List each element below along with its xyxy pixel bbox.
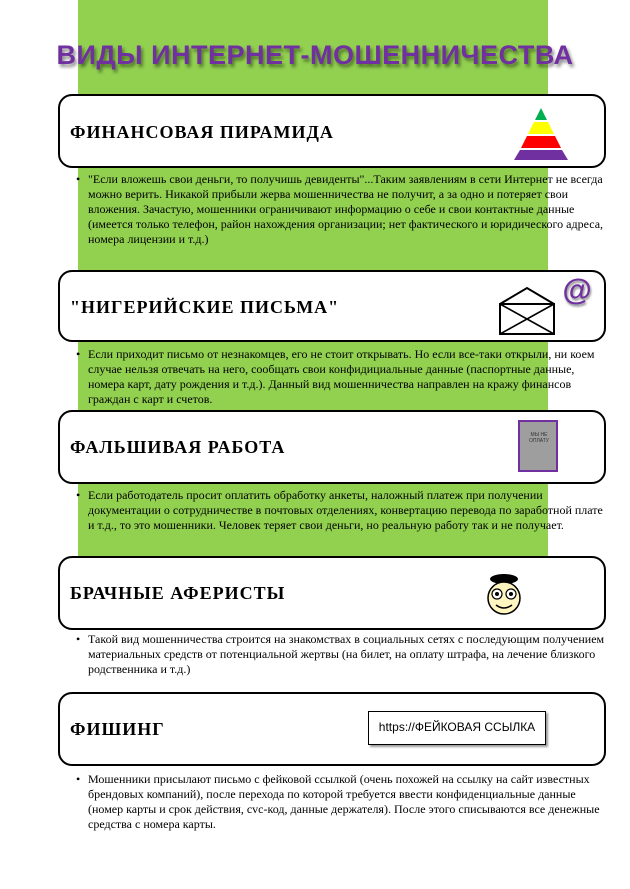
section-description (76, 347, 606, 407)
section-heading: "НИГЕРИЙСКИЕ ПИСЬМА" (70, 297, 340, 317)
section-description (76, 632, 606, 677)
bullet: • (76, 772, 81, 786)
section-heading: БРАЧНЫЕ АФЕРИСТЫ (70, 583, 286, 603)
section-description (76, 488, 606, 533)
section-marriage-scammers (58, 556, 606, 630)
section-fake-job (58, 410, 606, 484)
description-text: Если приходит письмо от незнакомцев, его не стоит открывать. Но если все-таки открыли, ни коем случае нельзя отвечать на него, сообщать свои конфидициальные данные (паспортные данные, номера карт, дату рождения и т.д.). Данный вид мошенничества направлен на кражу финансов граждан с карт и счетов. (88, 347, 595, 406)
bullet: • (76, 488, 81, 502)
at-sign-icon: @ (562, 274, 592, 307)
description-text: Такой вид мошенничества строится на знакомствах в социальных сетях с последующим получением материальных средств от потенциальной жертвы (на билет, на оплату штрафа, на лечение близкого родственника и т.д.) (88, 632, 605, 676)
section-financial-pyramid (58, 94, 606, 168)
bullet: • (76, 632, 81, 646)
section-description (76, 172, 606, 247)
section-heading: ФАЛЬШИВАЯ РАБОТА (70, 437, 286, 457)
bullet: • (76, 172, 81, 186)
pyramid-icon (508, 106, 574, 161)
bullet: • (76, 347, 81, 361)
section-heading: ФИШИНГ (70, 719, 165, 739)
section-description (76, 772, 606, 832)
description-text: Если работодатель просит оплатить обработку анкеты, наложный платеж при получении документации о сотрудничестве в почтовых отделениях, конвертацию перевода по заработной плате и т.д., то это мошенники. Человек теряет свои деньги, но реальную работу так и не получает. (88, 488, 603, 532)
section-phishing (58, 692, 606, 766)
description-text: "Если вложешь свои деньги, то получишь девиденты"...Таким заявлениям в сети Интернет не всегда можно верить. Никакой прибыли жерва мошенничества не получит, а за одно и потеряет свои вложения. Зачастую, мошенники ограничивают информацию о себе и свои контактные данные (имеется только телефон, район нахождения организации; нет фактического и юридического адреса, номера лицензии и т.д.) (88, 172, 604, 246)
sign-icon (518, 420, 558, 472)
page-title: ВИДЫ ИНТЕРНЕТ-МОШЕННИЧЕСТВА (56, 40, 574, 70)
section-heading: ФИНАНСОВАЯ ПИРАМИДА (70, 122, 334, 142)
envelope-icon (498, 286, 558, 336)
face-icon (484, 572, 524, 618)
sign-text: МЫ НЕ ОПЛАТУ (529, 432, 549, 444)
section-nigerian-letters (58, 270, 606, 342)
fake-link-box: https://ФЕЙКОВАЯ ССЫЛКА (368, 711, 546, 745)
description-text: Мошенники присылают письмо с фейковой ссылкой (очень похожей на ссылку на сайт известных брендовых компаний), после перехода по которой требуется ввести конфиденциальные данные (номер карты и срок действия, cvc-код, данные держателя). После этого списываются все денежные средства с номера карты. (88, 772, 600, 831)
